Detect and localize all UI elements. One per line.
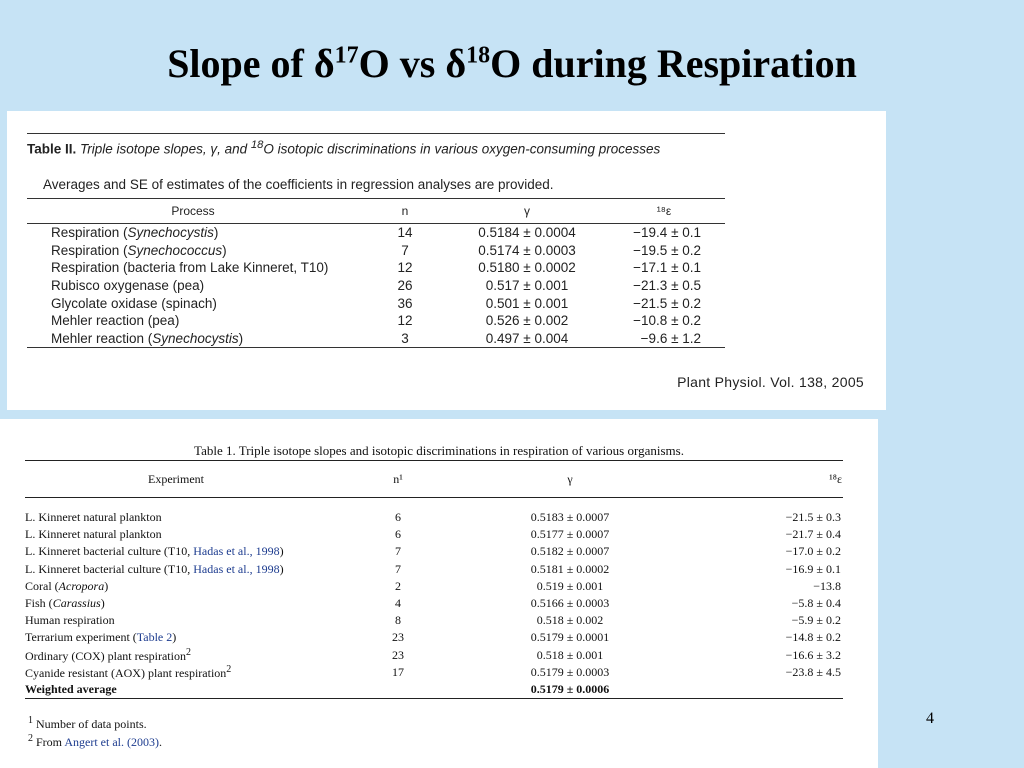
epsilon-cell: −19.4 ± 0.1 (633, 225, 701, 241)
process-cell: Respiration (Synechocystis) (51, 225, 219, 241)
weighted-average-label: Weighted average (25, 681, 327, 699)
col-experiment-header: Experiment (25, 461, 327, 498)
epsilon-cell: −21.5 ± 0.3 (785, 510, 841, 525)
n-cell: 6 (395, 510, 401, 525)
gamma-cell: 0.5177 ± 0.0007 (530, 527, 610, 542)
n-cell: 7 (395, 561, 401, 576)
experiment-cell: L. Kinneret natural plankton (25, 510, 162, 525)
n-cell: 26 (397, 278, 413, 294)
gamma-cell: 0.519 ± 0.001 (536, 578, 604, 593)
table-row (27, 259, 725, 277)
n-cell: 12 (397, 260, 413, 276)
table-row (27, 294, 725, 312)
n-cell: 4 (395, 596, 401, 611)
epsilon-cell: −23.8 ± 4.5 (785, 664, 841, 679)
col-epsilon-header: ¹⁸ε (671, 461, 843, 498)
experiment-cell: Coral (Acropora) (25, 578, 109, 593)
epsilon-cell: −9.6 ± 1.2 (603, 330, 725, 348)
gamma-cell: 0.5181 ± 0.0002 (530, 561, 610, 576)
table-row (25, 612, 843, 629)
footnote-1: $^1$ Number of data points. (28, 715, 147, 731)
journal-citation: Plant Physiol. Vol. 138, 2005 (677, 374, 864, 390)
table-ii-panel (7, 111, 886, 410)
experiment-cell: Ordinary (COX) plant respiration$^2$ (25, 646, 191, 663)
footnote-2: $^2$ From Angert et al. (2003). (28, 733, 162, 749)
slide-title: Slope of $\delta^{17}O$ vs $\delta^{18}O$ during Respiration (167, 41, 857, 86)
reference-link[interactable]: Table 2 (136, 630, 173, 645)
table-row (25, 595, 843, 612)
gamma-cell: 0.5180 ± 0.0002 (478, 260, 576, 276)
experiment-cell: Human respiration (25, 613, 115, 628)
experiment-cell: Terrarium experiment (Table 2) (25, 630, 177, 645)
table-row (27, 242, 725, 260)
experiment-cell: Fish (Carassius) (25, 596, 105, 611)
gamma-cell: 0.517 ± 0.001 (485, 278, 569, 294)
gamma-cell: 0.5179 ± 0.0003 (530, 664, 610, 679)
epsilon-cell: −21.7 ± 0.4 (785, 527, 841, 542)
gamma-cell: 0.497 ± 0.004 (451, 330, 603, 348)
epsilon-cell: −14.8 ± 0.2 (785, 630, 841, 645)
table-ii (27, 198, 725, 348)
gamma-cell: 0.5184 ± 0.0004 (478, 225, 576, 241)
table-row (25, 543, 843, 560)
experiment-cell: L. Kinneret bacterial culture (T10, Hadas et al., 1998) (25, 544, 284, 559)
table-1-caption: Table 1. Triple isotope slopes and isotopic discriminations in respiration of various organisms. (194, 443, 684, 458)
gamma-cell: 0.518 ± 0.001 (536, 647, 604, 662)
table-1 (25, 460, 843, 699)
table-row (25, 509, 843, 526)
n-cell: 23 (392, 647, 404, 662)
col-n-header: n (359, 199, 451, 224)
gamma-cell: 0.518 ± 0.002 (536, 613, 604, 628)
gamma-cell: 0.5174 ± 0.0003 (478, 242, 576, 258)
gamma-cell: 0.526 ± 0.002 (485, 313, 569, 329)
gamma-cell: 0.5183 ± 0.0007 (530, 510, 610, 525)
process-cell: Mehler reaction (pea) (51, 313, 180, 329)
epsilon-cell: −5.8 ± 0.4 (791, 596, 841, 611)
epsilon-cell: −13.8 (813, 578, 841, 593)
spacer-row (25, 498, 843, 510)
table-row (27, 277, 725, 295)
table-1-panel (0, 419, 878, 768)
experiment-cell: L. Kinneret natural plankton (25, 527, 162, 542)
n-cell: 7 (401, 242, 409, 258)
table-ii-top-rule (27, 133, 725, 134)
table-row (25, 526, 843, 543)
page-number: 4 (926, 710, 934, 727)
gamma-cell: 0.5182 ± 0.0007 (530, 544, 610, 559)
table-row (25, 647, 843, 664)
n-cell: 36 (397, 295, 413, 311)
epsilon-cell: −16.6 ± 3.2 (785, 647, 841, 662)
epsilon-cell: −17.0 ± 0.2 (785, 544, 841, 559)
col-n-header: n¹ (327, 461, 469, 498)
weighted-average-row (25, 681, 843, 699)
table-row (25, 629, 843, 646)
gamma-cell: 0.5179 ± 0.0001 (530, 630, 610, 645)
table-ii-caption: Table II. Triple isotope slopes, γ, and $^{18}$O isotopic discriminations in various oxygen-consuming processes (27, 139, 661, 157)
angert-reference-link[interactable]: Angert et al. (2003) (64, 735, 159, 749)
n-cell: 14 (397, 225, 413, 241)
experiment-cell: Cyanide resistant (AOX) plant respiration$^2$ (25, 663, 232, 680)
table-1-header-row (25, 461, 843, 498)
col-gamma-header: γ (451, 199, 603, 224)
table-row (25, 578, 843, 595)
table-row (27, 224, 725, 242)
epsilon-cell: −21.5 ± 0.2 (633, 295, 701, 311)
epsilon-cell: −19.5 ± 0.2 (633, 242, 701, 258)
process-cell: Respiration (Synechococcus) (51, 242, 227, 258)
reference-link[interactable]: Hadas et al., 1998 (193, 561, 280, 576)
n-cell: 23 (392, 630, 404, 645)
table-row (27, 312, 725, 330)
n-cell: 12 (397, 313, 413, 329)
weighted-average-gamma: 0.5179 ± 0.0006 (469, 681, 671, 699)
col-epsilon-header: ¹⁸ε (603, 199, 725, 224)
table-row (25, 664, 843, 681)
epsilon-cell: −21.3 ± 0.5 (633, 278, 701, 294)
gamma-cell: 0.501 ± 0.001 (485, 295, 569, 311)
n-cell: 8 (395, 613, 401, 628)
gamma-cell: 0.5166 ± 0.0003 (530, 596, 610, 611)
experiment-cell: L. Kinneret bacterial culture (T10, Hadas et al., 1998) (25, 561, 284, 576)
table-row (25, 561, 843, 578)
epsilon-cell: −10.8 ± 0.2 (633, 313, 701, 329)
table-ii-header-row (27, 199, 725, 224)
col-process-header: Process (27, 199, 359, 224)
col-gamma-header: γ (469, 461, 671, 498)
process-cell: Mehler reaction (Synechocystis) (27, 330, 359, 348)
n-cell: 7 (395, 544, 401, 559)
reference-link[interactable]: Hadas et al., 1998 (193, 544, 280, 559)
process-cell: Glycolate oxidase (spinach) (51, 295, 217, 311)
process-cell: Rubisco oxygenase (pea) (51, 278, 205, 294)
table-ii-subcaption: Averages and SE of estimates of the coefficients in regression analyses are provided. (43, 177, 554, 192)
n-cell: 2 (395, 578, 401, 593)
n-cell: 6 (395, 527, 401, 542)
n-cell: 3 (359, 330, 451, 348)
n-cell: 17 (392, 664, 404, 679)
process-cell: Respiration (bacteria from Lake Kinneret, T10) (51, 260, 329, 276)
epsilon-cell: −5.9 ± 0.2 (791, 613, 841, 628)
epsilon-cell: −16.9 ± 0.1 (785, 561, 841, 576)
epsilon-cell: −17.1 ± 0.1 (633, 260, 701, 276)
table-row (27, 330, 725, 348)
